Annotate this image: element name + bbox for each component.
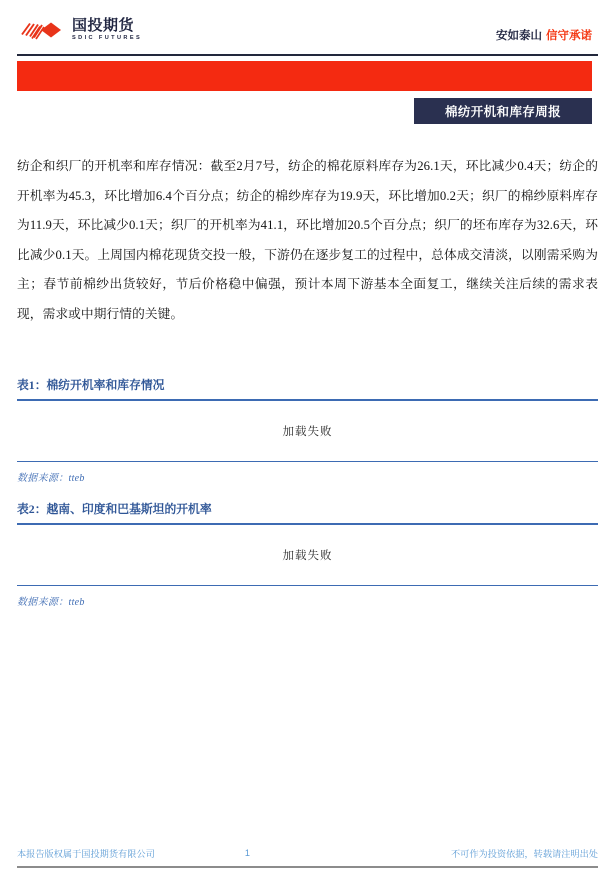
page-header [0, 0, 615, 56]
slogan-primary: 安如泰山 [496, 30, 542, 42]
slogan-secondary: 信守承诺 [546, 30, 592, 42]
report-title-badge [414, 98, 592, 124]
exhibit-2-source: 数据来源：tteb [17, 597, 85, 609]
exhibit-1-caption: 表1：棉纺开机率和库存情况 [17, 378, 165, 392]
footer-copyright: 本报告版权属于国投期货有限公司 [17, 849, 155, 859]
logo-wordmark [72, 18, 142, 42]
footer-divider [17, 866, 598, 868]
footer-disclaimer: 不可作为投资依据，转载请注明出处 [451, 849, 598, 859]
exhibit-block-2 [17, 500, 598, 608]
exhibit-2-source-divider [17, 585, 598, 587]
logo-name-cn: 国投期货 [72, 17, 135, 35]
exhibit-1-load-failed-message: 加载失败 [282, 425, 333, 438]
exhibit-1-source-divider [17, 461, 598, 463]
exhibit-1-content [17, 401, 598, 461]
exhibit-block-1 [17, 376, 598, 484]
company-logo [21, 17, 142, 43]
red-accent-banner [17, 61, 592, 91]
exhibit-2-load-failed-message: 加载失败 [282, 549, 333, 562]
page-footer [17, 845, 598, 861]
page-title: 棉纺开机和库存周报 [444, 105, 562, 119]
header-divider [17, 54, 598, 56]
sdic-diagonal-diamond-icon [21, 17, 65, 43]
exhibit-2-caption: 表2：越南、印度和巴基斯坦的开机率 [17, 502, 212, 516]
logo-name-en: SDIC FUTURES [72, 35, 143, 42]
footer-page-number: 1 [244, 848, 250, 858]
exhibit-1-source: 数据来源：tteb [17, 473, 85, 485]
exhibit-2-content [17, 525, 598, 585]
company-slogan [496, 27, 592, 43]
report-body-paragraph: 纺企和织厂的开机率和库存情况：截至2月7号，纺企的棉花原料库存为26.1天，环比减少0.4天；纺企的开机率为45.3，环比增加6.4个百分点；纺企的棉纱库存为19.9天，环比增加0.2天；织厂的棉纱原料库存为11.9天，环比减少0.1天；织厂的开机率为41.1，环比增加20.5个百分点；织厂的坯布库存为32.6天，环比减少0.1天。上周国内棉花现货交投一般，下游仍在逐步复工的过程中，总体成交清淡，以刚需采购为主；春节前棉纱出货较好，节后价格稳中偏强，预计本周下游基本全面复工，继续关注后续的需求表现，需求或中期行情的关键。 [17, 159, 598, 321]
